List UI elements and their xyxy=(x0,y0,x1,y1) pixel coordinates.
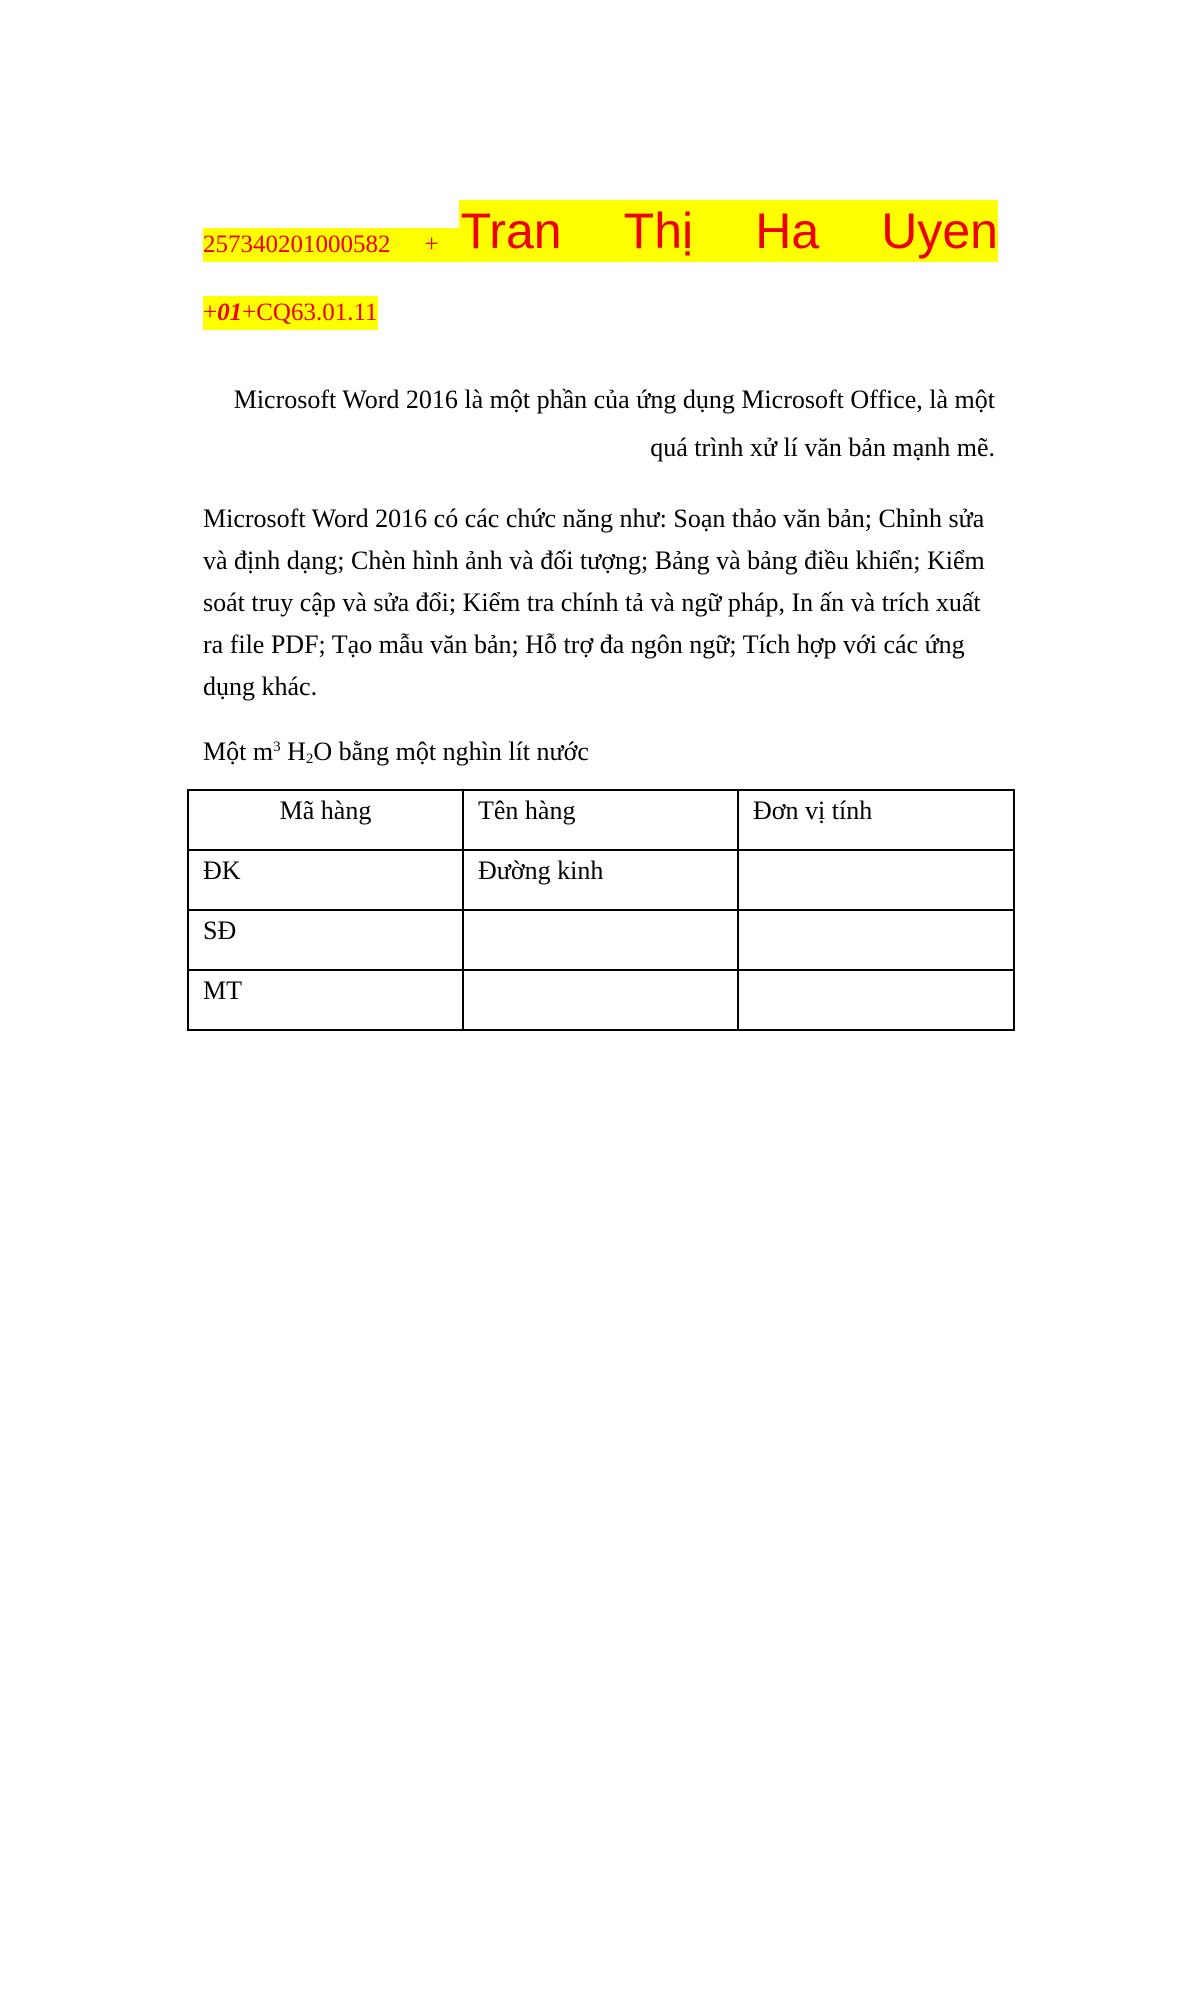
table-row xyxy=(188,970,1014,1030)
header-line-1 xyxy=(203,200,998,262)
water-subscript: 2 xyxy=(305,751,314,767)
chemistry-line xyxy=(203,732,589,772)
table-cell xyxy=(738,970,1014,1030)
header-cell-unit: Đơn vị tính xyxy=(738,790,1014,850)
table-cell: ĐK xyxy=(188,850,463,910)
header-line-2 xyxy=(203,296,378,330)
name-word: Ha xyxy=(755,203,820,259)
name-word: Uyen xyxy=(881,203,998,259)
student-id: 257340201000582 xyxy=(203,228,395,262)
cube-superscript: 3 xyxy=(273,739,281,755)
class-code: +CQ63.01.11 xyxy=(242,299,378,326)
table-header-row xyxy=(188,790,1014,850)
table-cell xyxy=(463,970,738,1030)
chem-part-3: O bằng một nghìn lít nước xyxy=(313,737,589,766)
table-cell: Đường kinh xyxy=(463,850,738,910)
table-cell: MT xyxy=(188,970,463,1030)
header-cell-code: Mã hàng xyxy=(188,790,463,850)
name-word: Thị xyxy=(623,203,694,259)
features-paragraph: Microsoft Word 2016 có các chức năng như: Soạn thảo văn bản; Chỉnh sửa và định dạng; Chèn hình ảnh và đối tượng; Bảng và bảng điều khiển; Kiểm soát truy cập và sửa đổi; Kiểm tra chính tả và ngữ pháp, In ấn và trích xuất ra file PDF; Tạo mẫu văn bản; Hỗ trợ đa ngôn ngữ; Tích hợp với các ứng dụng khác. xyxy=(203,504,985,701)
table-row xyxy=(188,850,1014,910)
intro-paragraph: Microsoft Word 2016 là một phần của ứng dụng Microsoft Office, là một quá trình xử lí văn bản mạnh mẽ. xyxy=(233,385,995,462)
table-cell xyxy=(463,910,738,970)
class-number: 01 xyxy=(217,299,243,326)
table-cell xyxy=(738,850,1014,910)
plus-separator: + xyxy=(395,228,459,262)
student-name xyxy=(459,200,998,262)
table-row xyxy=(188,910,1014,970)
table-cell: SĐ xyxy=(188,910,463,970)
product-table xyxy=(187,789,1015,1031)
table-cell xyxy=(738,910,1014,970)
header-cell-name: Tên hàng xyxy=(463,790,738,850)
chem-part-2: H xyxy=(280,737,306,766)
name-word: Tran xyxy=(460,203,562,259)
line2-prefix: + xyxy=(203,299,218,326)
chem-part-1: Một m xyxy=(203,737,274,766)
